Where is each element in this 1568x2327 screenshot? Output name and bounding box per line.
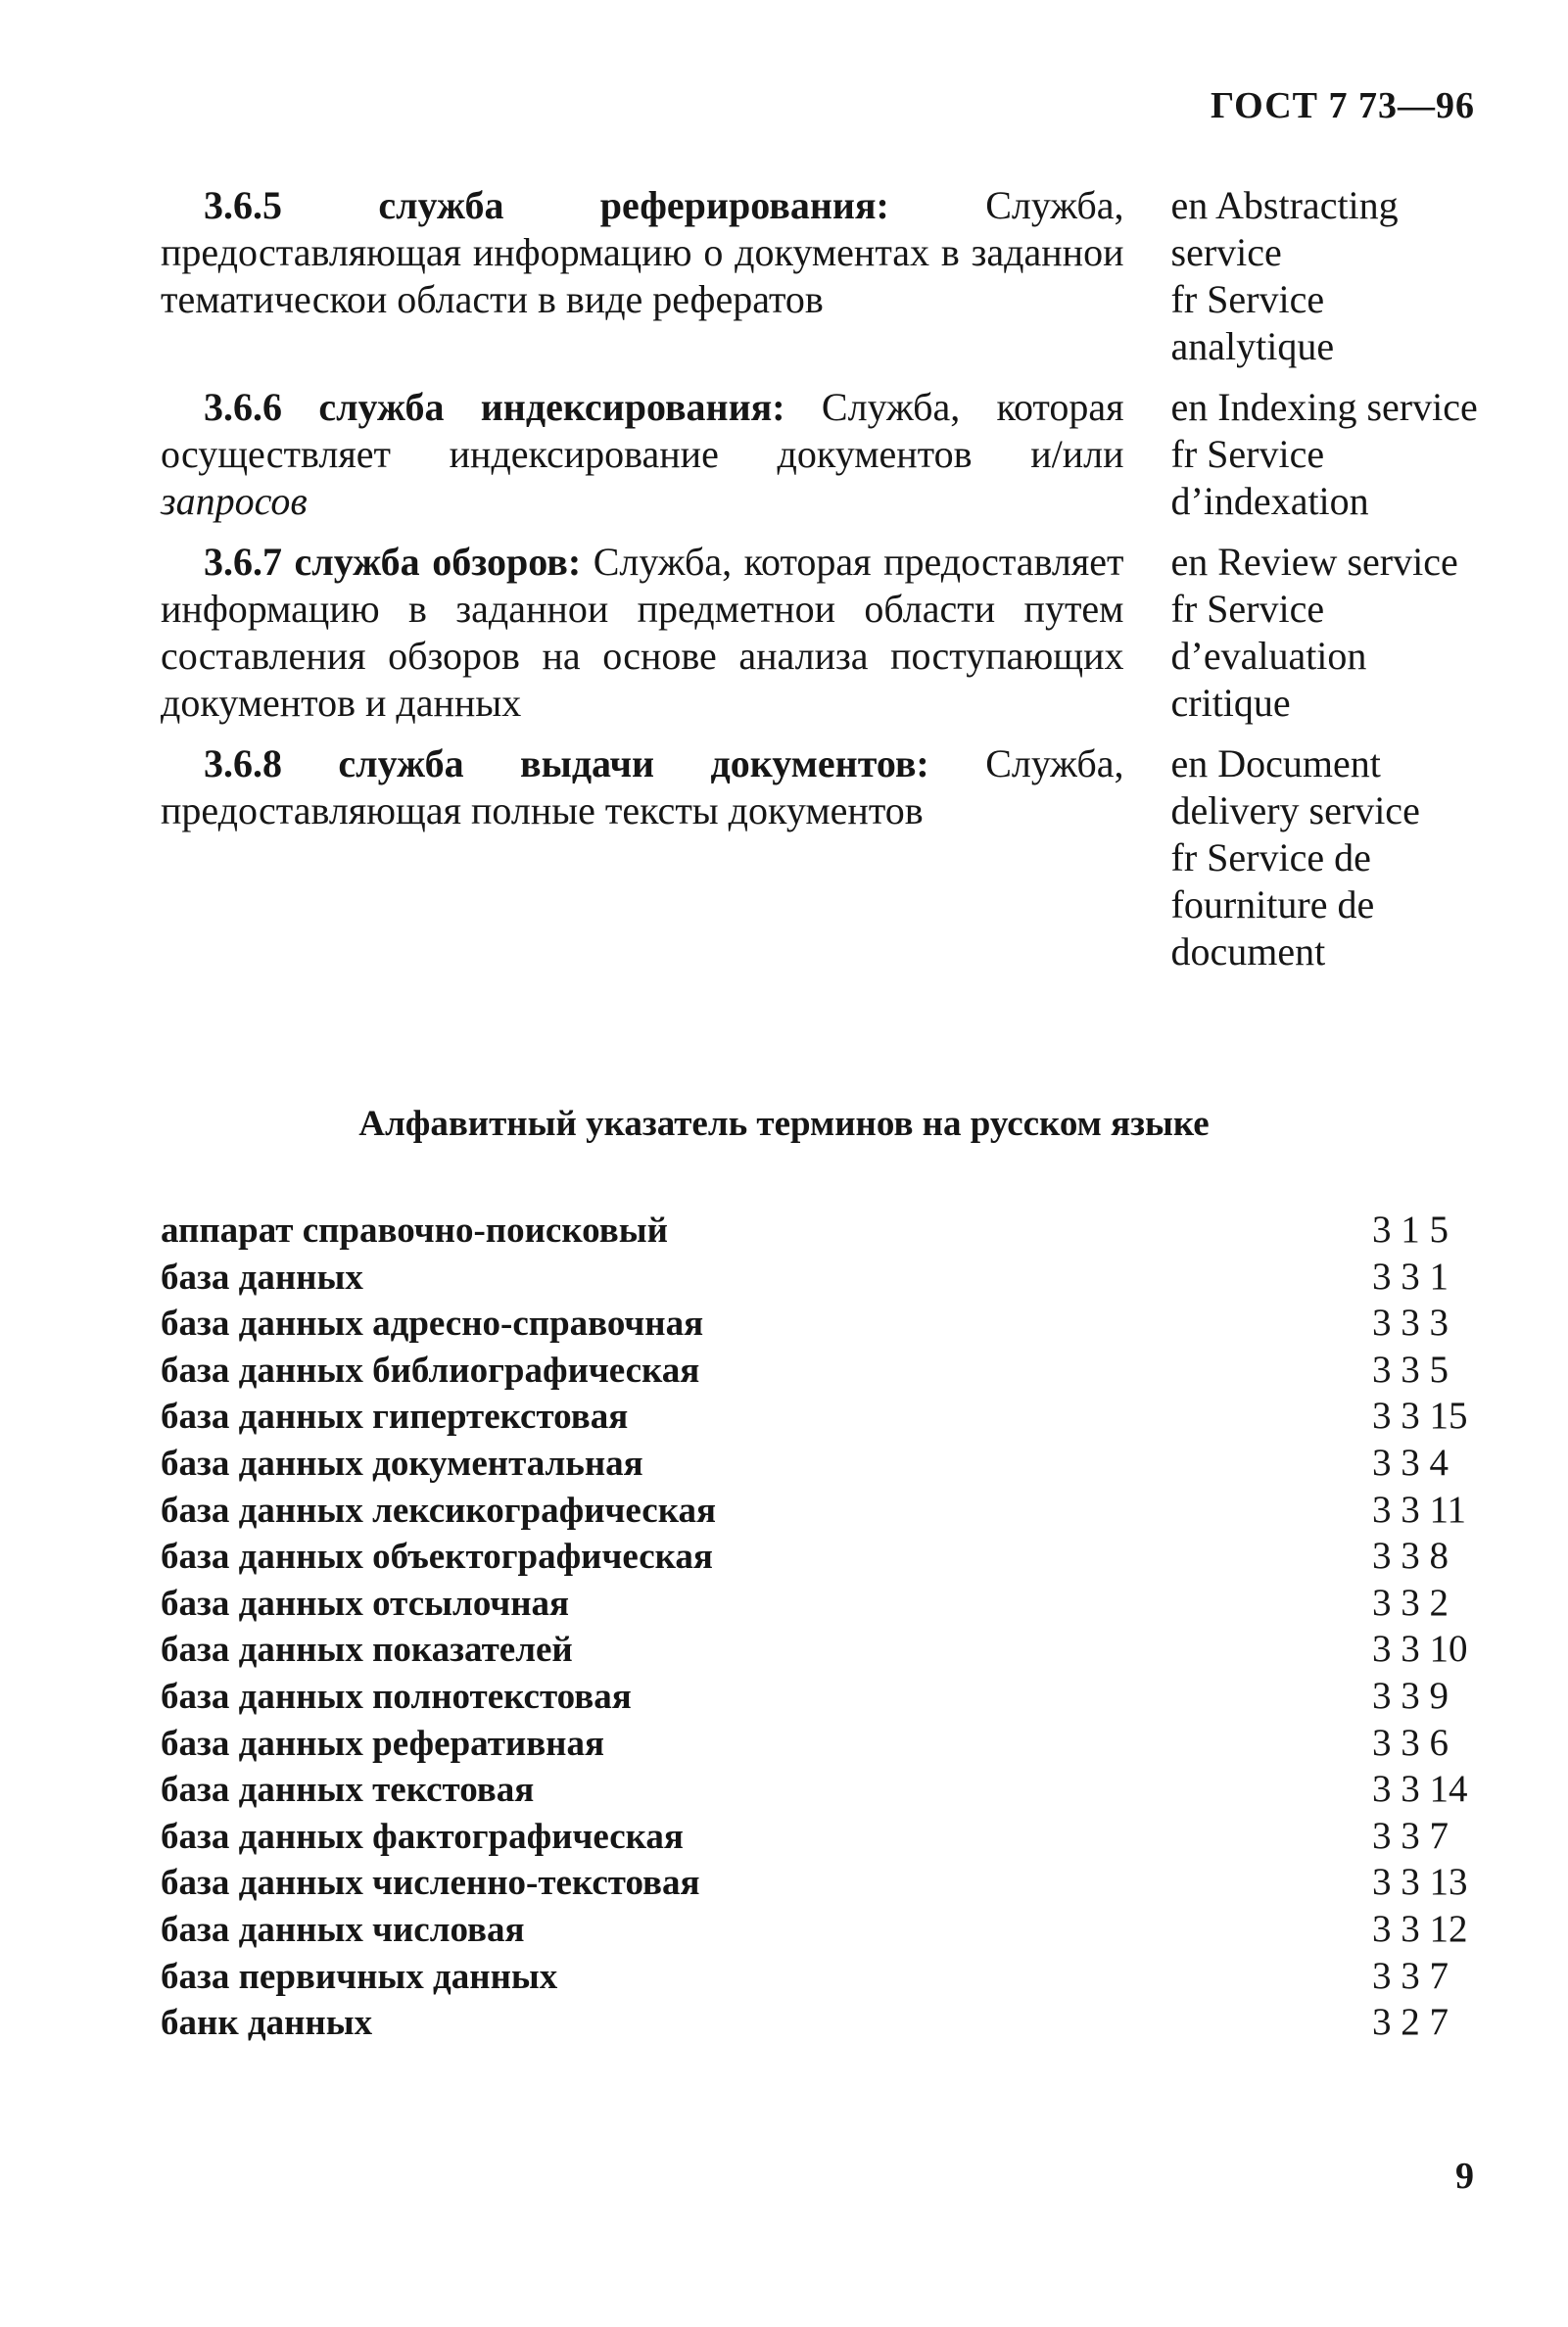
- term-name: служба индексирования:: [318, 385, 785, 429]
- term-equivalents: [1171, 539, 1494, 727]
- index-term: база данных адресно-справочная: [161, 1304, 704, 1345]
- term-name: служба выдачи документов:: [338, 741, 929, 785]
- equivalent-en: en Review service: [1170, 540, 1458, 584]
- index-entry: [161, 1859, 1497, 1906]
- index-reference: 3 3 9: [1372, 1674, 1449, 1717]
- index-entry: [161, 1347, 1497, 1394]
- term-equivalents: [1171, 384, 1494, 525]
- term-number: 3.6.8: [204, 741, 282, 785]
- index-term: банк данных: [161, 2003, 373, 2044]
- term-equivalents: [1171, 182, 1494, 370]
- index-reference: 3 3 15: [1372, 1395, 1468, 1438]
- term-name: служба реферирования:: [378, 183, 889, 227]
- term-definition-text: Служба, предоставляющая информацию о документах в заданнои тематическои области в виде рефератов: [161, 183, 1124, 321]
- equivalent-fr: fr Service d’evaluation critique: [1170, 587, 1367, 725]
- index-entry: [161, 1580, 1497, 1627]
- index-reference: 3 3 7: [1372, 1954, 1449, 1997]
- standard-header: ГОСТ 7 73—96: [1210, 85, 1475, 126]
- term-entry: [161, 740, 1493, 975]
- index-term: база данных: [161, 1257, 363, 1298]
- term-entry: [161, 539, 1493, 727]
- term-definition-text: Служба, которая осуществляет индексирование документов и/или: [161, 385, 1124, 476]
- term-entry: [161, 384, 1493, 525]
- index-entry: [161, 1626, 1497, 1673]
- index-entry: [161, 1487, 1497, 1534]
- term-number: 3.6.7: [204, 540, 282, 584]
- term-name: служба обзоров:: [294, 540, 582, 584]
- index-entry: [161, 1440, 1497, 1487]
- term-number: 3.6.6: [204, 385, 282, 429]
- page-number: 9: [1455, 2156, 1474, 2197]
- index-term: база данных реферативная: [161, 1723, 605, 1764]
- index-entry: [161, 1953, 1497, 2000]
- term-entry: [161, 182, 1493, 370]
- index-term: база данных фактографическая: [161, 1816, 684, 1857]
- index-reference: 3 3 3: [1372, 1302, 1449, 1345]
- index-entry: [161, 1393, 1497, 1440]
- index-reference: 3 3 2: [1372, 1581, 1449, 1624]
- term-number: 3.6.5: [204, 183, 282, 227]
- index-entry: [161, 1207, 1497, 1254]
- equivalent-en: en Document delivery service: [1170, 741, 1420, 832]
- index-reference: 3 3 6: [1372, 1721, 1449, 1764]
- index-reference: 3 3 10: [1372, 1628, 1468, 1671]
- term-definition: [161, 182, 1124, 323]
- index-reference: 3 3 12: [1372, 1907, 1468, 1950]
- index-entry: [161, 1813, 1497, 1860]
- equivalent-fr: fr Service analytique: [1170, 277, 1335, 368]
- index-entry: [161, 1300, 1497, 1347]
- index-term: база первичных данных: [161, 1956, 558, 1997]
- index-term: база данных числовая: [161, 1909, 525, 1950]
- term-definition: [161, 539, 1124, 727]
- index-entry: [161, 1766, 1497, 1813]
- equivalent-fr: fr Service d’indexation: [1170, 432, 1369, 523]
- index-entry: [161, 1254, 1497, 1301]
- term-definition-text: Служба, предоставляющая полные тексты документов: [161, 741, 1124, 832]
- index-term: аппарат справочно-поисковый: [161, 1211, 668, 1251]
- index-reference: 3 2 7: [1372, 2001, 1449, 2044]
- equivalent-en: en Abstracting service: [1170, 183, 1399, 274]
- index-reference: 3 3 5: [1372, 1348, 1449, 1391]
- index-reference: 3 3 14: [1372, 1768, 1468, 1811]
- index-reference: 3 3 13: [1372, 1861, 1468, 1904]
- index-reference: 3 3 1: [1372, 1255, 1449, 1298]
- index-entry: [161, 1720, 1497, 1767]
- index-title: Алфавитный указатель терминов на русском языке: [358, 1104, 1210, 1144]
- index-entry: [161, 1999, 1497, 2046]
- index-term: база данных отсылочная: [161, 1583, 570, 1624]
- index-term: база данных полнотекстовая: [161, 1676, 632, 1717]
- index-term: база данных лексикографическая: [161, 1490, 716, 1531]
- index-reference: 3 3 7: [1372, 1814, 1449, 1857]
- index-entry: [161, 1673, 1497, 1720]
- term-definition: [161, 384, 1124, 525]
- term-definition: [161, 740, 1124, 834]
- index-term: база данных текстовая: [161, 1770, 535, 1811]
- index-term: база данных объектографическая: [161, 1537, 713, 1578]
- index-list: [161, 1207, 1497, 2046]
- index-reference: 3 3 4: [1372, 1441, 1449, 1484]
- term-definition-text: Служба, которая предоставляет информацию в заданнои предметнои области путем составления обзоров на основе анализа поступающих документов и данных: [161, 540, 1124, 725]
- index-entry: [161, 1906, 1497, 1953]
- index-term: база данных численно-текстовая: [161, 1863, 700, 1904]
- index-reference: 3 1 5: [1372, 1209, 1449, 1251]
- index-reference: 3 3 11: [1372, 1488, 1467, 1531]
- index-term: база данных документальная: [161, 1443, 643, 1484]
- term-equivalents: [1171, 740, 1494, 975]
- equivalent-fr: fr Service de fourniture de document: [1170, 835, 1375, 974]
- index-reference: 3 3 8: [1372, 1535, 1449, 1578]
- term-definition-italic: запросов: [161, 479, 308, 523]
- equivalent-en: en Indexing service: [1170, 385, 1478, 429]
- index-term: база данных гипертекстовая: [161, 1397, 629, 1438]
- index-term: база данных показателей: [161, 1630, 573, 1671]
- index-term: база данных библиографическая: [161, 1350, 700, 1391]
- term-definitions: [161, 182, 1493, 989]
- index-entry: [161, 1533, 1497, 1580]
